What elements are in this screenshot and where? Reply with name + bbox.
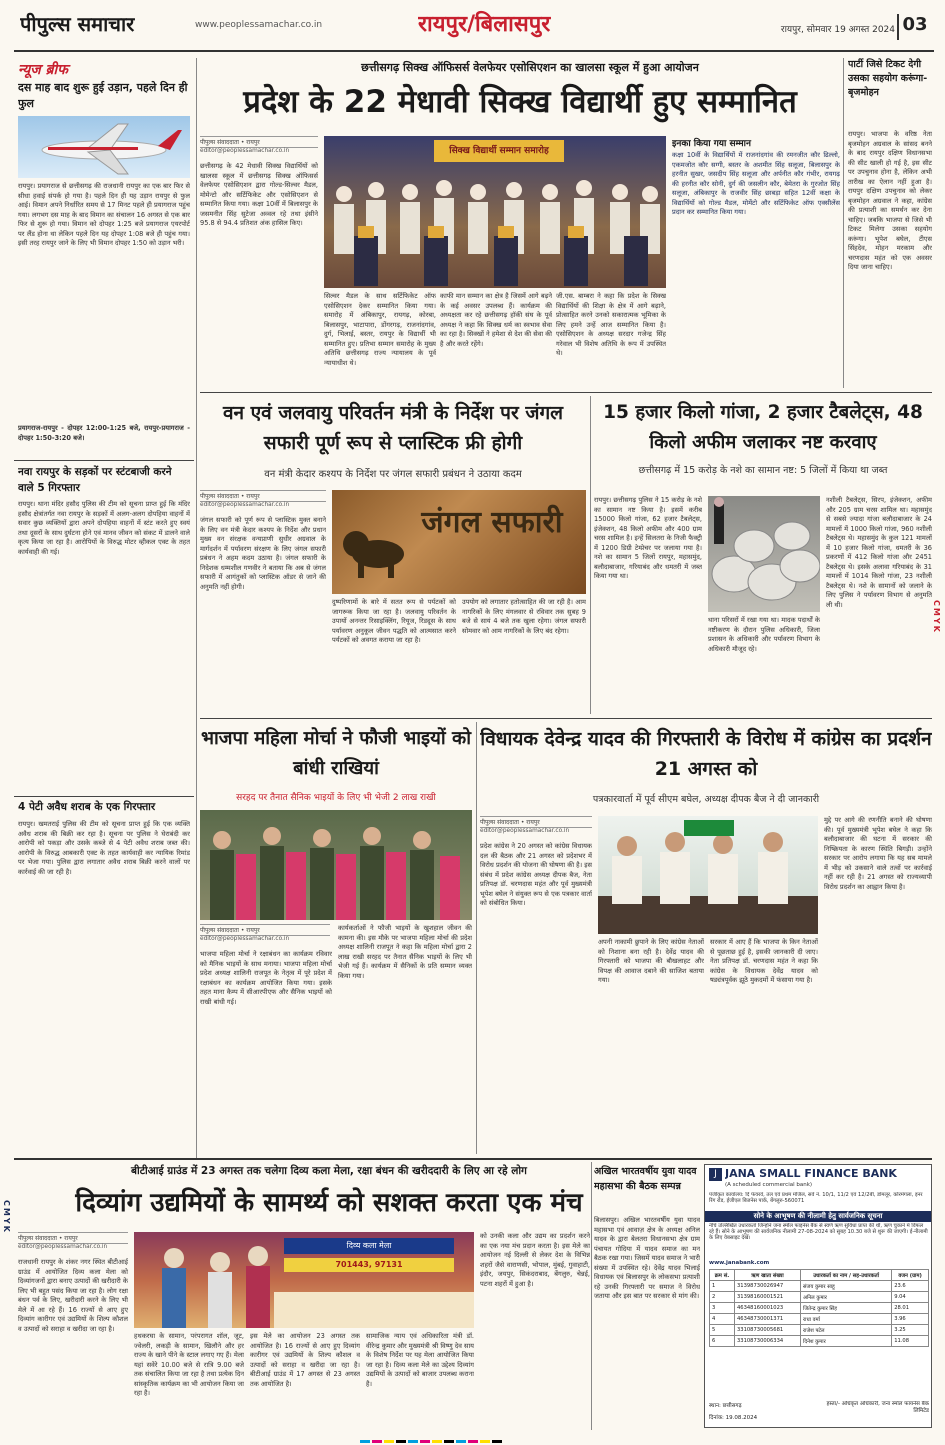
forest-story (200, 396, 586, 716)
row-account: 31398730026947 (734, 1281, 800, 1292)
lead-byline-box (200, 136, 318, 158)
row-sn: 3 (710, 1303, 735, 1314)
narcotics-body-col2: थाना परिसरों में रखा गया था। मादक पदार्थों के नष्टीकरण के दौरान पुलिस अधिकारी, जिला प्रशासन के अधिकारी और पर्यावरण विभाग के अधिकारी मौजूद रहे। (708, 616, 820, 653)
row-account: 33108730006334 (734, 1336, 800, 1347)
jungle-safari-sign (332, 490, 586, 594)
rule (14, 1158, 932, 1160)
divyang-photo-people (134, 1232, 474, 1328)
table-row (710, 1325, 929, 1336)
congress-deck: पत्रकारवार्ता में पूर्व सीएम बघेल, अध्यक्ष दीपक बैज ने दी जानकारी (592, 794, 820, 805)
lead-sidebar-title: इनका किया गया सम्मान (672, 139, 751, 149)
forest-email[interactable]: editor@peoplessamachar.co.in (200, 502, 290, 508)
divyang-story (14, 1162, 644, 1430)
rakhi-headline: भाजपा महिला मोर्चा ने फौजी भाइयों को बांधी राखियां (200, 728, 472, 779)
bjp-ticket-story (846, 58, 932, 388)
page-number: 03 (897, 14, 931, 40)
lead-sidebar-body: कक्षा 10वीं के विद्यार्थियों में राजनांदगांव की रमनजीत कौर ढिल्लो, एकमजोत कौर सग्गी, बस्तर के अशमीत सिंह सलूजा, बिलासपुर के हरनीत सुखर, जसदीप सिंह सलूजा और अर्पनीत कौर गंभीर, रायगढ़ की हरनीत कौर सोनी, दुर्ग की जसलीन कौर, बेमेतरा के गुरजोत सिंह सलूजा, अंबिकापुर के राजवीर सिंह छाबड़ा सहित 12वीं कक्षा के विद्यार्थियों को गोल्ड मैडल, मोमेंटो और सर्टिफिकेट ऑफ एक्सीलेंस प्रदान कर सम्मानित किया गया। (672, 151, 840, 216)
row-weight: 3.25 (892, 1325, 929, 1336)
congress-body-col2: अपनी नाकामी छुपाने के लिए कांग्रेस नेताओं को निशाना बना रही है। देवेंद्र यादव की गिरफ्तारी को भाजपा की बौखलाहट और विपक्ष की आवाज दबाने की साजिश बताया गया। (598, 938, 704, 984)
divyang-body-col1: राजधानी रायपुर के शंकर नगर स्थित बीटीआई ग्राउंड में आयोजित दिव्य कला मेला को दिव्यांगजनों द्वारा बनाए उत्पादों की खरीदारी के लिए भी बहुत पसंद किया जा रहा है। लोग रक्षा बंधन पर्व के लिए, खरीदारी करने के लिए भी मेले में आ रहे हैं। 16 राज्यों से आए हुए दिव्यांग कारीगर एवं उद्यमियों के शिल्प कौशल व उत्पादों को सराहा व खरीदा जा रहा है। (18, 1258, 128, 1333)
divyang-body-col4: सामाजिक न्याय एवं अधिकारिता मंत्री डॉ. वीरेन्द्र कुमार और मुख्यमंत्री श्री विष्णु देव साय के विशेष निर्देश पर यह मेला आयोजित किया जा रहा है। दिव्य कला मेले का उद्देश्य दिव्यांग उद्यमियों के उत्पादों को बाजार उपलब्ध कराना है। (366, 1332, 474, 1388)
row-name: संजय कुमार साहू (800, 1281, 891, 1292)
narcotics-body-col1: रायपुर। छत्तीसगढ़ पुलिस ने 15 करोड़ के नशे का सामान नष्ट किया है। इसमें करीब 15000 किलो गांजा, 62 हजार टैबलेट्स, इंजेक्शन, 48 किलो अफीम और 400 ग्राम चरस शामिल है। इन्हें सिलतरा के निजी फैक्ट्री में 1200 डिग्री टेम्प्रेचर पर जलाया गया है। नशे का सामान 5 जिलों रायपुर, महासमुंद, बलौदाबाजार, गरियाबंद और धमतरी में जब्त किया गया था। (594, 496, 702, 580)
bank-col-account: ऋण खाता संख्या (734, 1270, 800, 1281)
lead-sidebar (672, 136, 840, 386)
bank-website[interactable]: www.janabank.com (709, 1260, 770, 1266)
forest-body-col2: दुष्परिणामों के बारे में सतत रूप से पर्यटकों को जागरूक किया जा रहा है। जलवायु परिवर्तन के उपायों अनन्तर रिसाइक्लिंग, रियूज, रिड्यूस के साथ पर्यावरण अनुकूल जीवन पद्धति को आत्मसात करने पर्यटकों को अवगत कराया जा रहा है। (332, 598, 456, 644)
bjp-ticket-headline: पार्टी जिसे टिकट देगी उसका सहयोग करूंगा-बृजमोहन (848, 59, 928, 98)
narcotics-story (594, 396, 932, 716)
rule (200, 718, 932, 719)
rakhi-byline: पीपुल्स संवाददाता • रायपुर (200, 924, 330, 936)
row-weight: 28.01 (892, 1303, 929, 1314)
row-weight: 23.6 (892, 1281, 929, 1292)
bank-auction-table (709, 1269, 929, 1347)
brief-stunt (14, 464, 194, 794)
forest-byline-box (200, 490, 326, 514)
forest-deck: वन मंत्री केदार कश्यप के निर्देश पर जंगल सफारी प्रबंधन ने उठाया कदम (264, 469, 522, 480)
forest-body-col1: जंगल सफारी को पूर्ण रूप से प्लास्टिक मुक्त बनाने के लिए वन मंत्री केदार कश्यप के निर्देश और प्रधान मुख्य वन संरक्षक वन्यप्राणी सुधीर अग्रवाल के मार्गदर्शन में पर्यावरण संरक्षण के लिए जंगल सफारी प्रबंधन ने अहम कदम उठाया है। जंगल सफारी के निदेशक धम्मशील गणवीर ने बताया कि अब से जंगल सफारी में आगंतुकों को प्लास्टिक ऑडर से जाने की अनुमति नहीं होगी। (200, 516, 326, 591)
narcotics-body-col3: नशीली टैबलेट्स, सिरप, इंजेक्शन, अफीम और 205 ग्राम चरस शामिल था। महासमुंद से सबसे ज्यादा गांजा बलौदाबाजार के 24 मामलों में 1000 किलो गांजा, 960 नशीली टैबलेट्स थे। महासमुंद के कुल 121 मामलों में 10 हजार किलो गांजा, धमतरी के 36 प्रकरणों में 412 किलो गांजा और 2451 टैबलेट्स थे। इसके अलावा गरियाबंद के 31 मामलों में 1014 किलो गांजा, 23 नशीली टैबलेट्स थे। नशे के सामानों को जलाने के लिए पुलिस ने पर्यावरण विभाग से अनुमति ली थी। (826, 496, 932, 609)
bank-subtitle: (A scheduled commercial bank) (725, 1182, 813, 1188)
row-name: अनिल कुमार (800, 1292, 891, 1303)
lead-photo (324, 136, 666, 288)
bank-notice-body: नीचे उल्लिखित उधारकर्ता जिन्होंने जना स्मॉल फाइनेंस बैंक से स्वर्ण ऋण सुविधा प्राप्त की थी, ऋण चुकाने में विफल रहे हैं। सोने के आभूषण की सार्वजनिक नीलामी 27-08-2024 को सुबह 10.30 बजे से शुरू की जाएगी। ई-नीलामी के लिए वेबसाइट देखें। (709, 1223, 928, 1241)
row-name: राधा वर्मा (800, 1314, 891, 1325)
congress-story (480, 722, 932, 1154)
congress-body-col1: प्रदेश कांग्रेस ने 20 अगस्त को कांग्रेस विधायक दल की बैठक और 21 अगस्त को प्रदेशभर में विरोध प्रदर्शन की योजना की घोषणा की है। इस संबंध में प्रदेश कांग्रेस अध्यक्ष दीपक बैज, नेता प्रतिपक्ष डॉ. चरणदास महंत और पूर्व मुख्यमंत्री भूपेश बघेल ने संयुक्त रूप से एक पत्रकार वार्ता को संबोधित किया। (480, 842, 592, 907)
narcotics-deck: छत्तीसगढ़ में 15 करोड़ के नशे का सामान नष्ट: 5 जिलों में किया था जब्त (638, 465, 888, 476)
rule (200, 392, 932, 393)
lead-photo-people (324, 166, 666, 288)
news-brief (14, 58, 194, 458)
yadav-body: बिलासपुर। अखिल भारतवर्षीय युवा यादव महासभा एवं आवाज़ क्षेत्र के अध्यक्ष अनिल यादव के द्वारा बेलतरा विधानसभा क्षेत्र ग्राम पंचायत गोदिया में यादव समाज का मन बैठक रखा गया। जिसमें यादव समाज ने भारी संख्या में उपस्थित रहे। देवेंद्र यादव भिलाई विधायक एवं बिलासपुर के लोकसभा प्रत्याशी रहे उनकी गिरफ्तारी पर समाज ने विरोध जताया और इस बात पर सरकार से मांग की। (594, 1216, 700, 1300)
divyang-banner-number: 701443, 97131 (284, 1258, 454, 1272)
divyang-body-col2: हथकरघा के सामान, परंपरागत शॉल, जूट, ज्वेलरी, लकड़ी के सामान, खिलौने और हर राज्य के खाने पीने के स्टाल लगाए गए हैं। मेला यहां सवेरे 10.00 बजे से रात्रि 9.00 बजे तक संचालित किया जा रहा है तथा प्रत्येक दिन सांस्कृतिक कार्यक्रम का भी आयोजन किया जा रहा है। (134, 1332, 244, 1397)
congress-body-col3: सरकार में आए हैं कि भाजपा के किन नेताओं से पूछताछ हुई है, इसकी जानकारी दी जाए। नेता प्रतिपक्ष डॉ. चरणदास महंत ने कहा कि कांग्रेस के विधायक देवेंद्र यादव को षड्यंत्रपूर्वक झूठे मुकदमों में फंसाया गया है। (710, 938, 818, 984)
brief-stunt-body: रायपुर। थाना मंदिर हसौद पुलिस की टीम को सूचना प्राप्त हुई कि मंदिर हसौद क्षेत्रांतर्गत नवा रायपुर के सड़कों में अलग-अलग दोपहिया वाहनों में सवार कुछ व्यक्तियों द्वारा अपने दोपहिया वाहनों में स्टंट करते हुए स्वयं तथा दूसरों के साथ दुर्घटना होने एवं मानव जीवन को संकट में डालने वाले कृत्य किया जा रहा है। आरोपियों के विरुद्ध मोटर व्हीकल एक्ट के तहत कार्यवाही की गई। (18, 500, 190, 556)
forest-body-col3: उपयोग को लगातार हतोत्साहित की जा रही है। आम नागरिकों के लिए मंगलवार से रविवार तक सुबह 9 बजे से सायं 4 बजे तक खुला रहेगा। जंगल सफारी सोमवार को आम नागरिकों के लिए बंद रहेगा। (462, 598, 586, 635)
row-weight: 11.08 (892, 1336, 929, 1347)
lead-headline: प्रदेश के 22 मेधावी सिक्ख विद्यार्थी हुए सम्मानित (243, 84, 797, 120)
lion-icon (340, 524, 410, 580)
row-sn: 6 (710, 1336, 735, 1347)
yadav-story (594, 1162, 700, 1430)
bank-address: पंजीकृत कार्यालय: दि फेयरवे, तल एवं प्रथम मंजिल, सर्वे नं. 10/1, 11/2 एवं 12/2बी, डोमलूर, कोरमंगला, इनर रिंग रोड, ईजीएल बिजनेस पार्क, बेंगलुरु-560071 (709, 1192, 923, 1204)
lead-byline: पीपुल्स संवाददाता • रायपुर (200, 136, 318, 148)
lead-body-col1: छत्तीसगढ़ के 42 मेधावी सिक्ख विद्यार्थियों को खालसा स्कूल में छत्तीसगढ़ सिक्ख ऑफिसर्स वेलफेयर एसोसिएशन द्वारा गोल्ड-सिल्वर मैडल, मोमेन्टो और सर्टिफिकेट और एसोसिएशन से सम्मानित किया गया। कक्षा 10वीं में बिलासपुर के जसमनीत सिंह सुटेजा अव्वल रहे तथा इंसीने 95.8 से 94.4 प्रतिशत अंक हासिल किए। (200, 162, 318, 227)
lead-story (200, 56, 840, 386)
lead-body-col2: सिल्वर मैडल के साथ सर्टिफिकेट ऑफ एसोसिएशन देकर सम्मानित किया गया। समारोह में अंबिकापुर, रायगढ़, कोरबा, बिलासपुर, भाटापारा, डोंगरगढ़, राजनांदगांव, दुर्ग, भिलाई, बस्तर, रायपुर के विद्यार्थी भी सम्मानित हुए। प्रतिभा सम्मान समारोह के मुख्य अतिथि छत्तीसगढ़ राज्य न्यायालय के पूर्व न्यायाधीश थे। (324, 292, 436, 367)
lead-photo-banner: सिक्ख विद्यार्थी सम्मान समारोह (434, 140, 564, 162)
bank-name: JANA SMALL FINANCE BANK (725, 1167, 897, 1180)
rakhi-email[interactable]: editor@peoplessamachar.co.in (200, 936, 290, 942)
website[interactable]: www.peoplessamachar.co.in (195, 20, 323, 30)
lead-email[interactable]: editor@peoplessamachar.co.in (200, 148, 290, 154)
rakhi-story (200, 722, 472, 1154)
bank-ad (704, 1164, 932, 1428)
brief-liquor-body: रायपुर। खमतराई पुलिस की टीम को सूचना प्राप्त हुई कि एक व्यक्ति अवैध शराब की बिक्री कर रहा है। सूचना पर पुलिस ने घेराबंदी कर आरोपी को पकड़ा और उसके कब्जे से 4 पेटी अवैध शराब जब्त की। आरोपी के विरुद्ध आबकारी एक्ट के तहत कार्यवाही कर न्यायिक रिमांड पर भेजा गया। पुलिस द्वारा लगातार अवैध शराब बिक्री करने वालों पर कार्रवाई की जा रही है। (18, 820, 190, 876)
news-brief-body: रायपुर। प्रयागराज से छत्तीसगढ़ की राजधानी रायपुर का एक बार फिर से सीधा हवाई संपर्क हो गया है। पहले दिन ही यह उड़ान रायपुर से फुल आई। विमान अपने निर्धारित समय से 17 मिनट पहले ही प्रयागराज पहुंच गया। लगभग दस माह के बाद विमान का संचालन 16 अगस्त से एक बार फिर से शुरू हो गया। विमान को दोपहर 1:25 बजे प्रयागराज एयरपोर्ट पर लैंड होना था लेकिन पहले दिन यह दोपहर 1:08 बजे ही पहुंच गया। इसी तरह रायपुर जाने के लिए भी विमान दोपहर 1:50 को उड़ान भरी। (18, 182, 190, 247)
registration-bar (360, 1433, 600, 1443)
edition-label: रायपुर/बिलासपुर (418, 12, 551, 37)
table-row (710, 1314, 929, 1325)
rule (14, 796, 194, 797)
brief-liquor (14, 800, 194, 1155)
forest-headline: वन एवं जलवायु परिवर्तन मंत्री के निर्देश पर जंगल सफारी पूर्ण रूप से प्लास्टिक फ्री होगी (222, 402, 564, 454)
lead-body-col4: जी.एस. बाम्बरा ने कहा कि प्रदेश के सिक्ख विद्यार्थियों की शिक्षा के क्षेत्र में आगे बढ़ाने, प्रोत्साहित करने उनको सकारात्मक भूमिका के लिए हमने उन्हें आज सम्मानित किया है। एसोसिएशन के अध्यक्ष सरदार गजेन्द्र सिंह गरेवाल भी विशेष अतिथि के रूप में उपस्थित थे। (556, 292, 666, 357)
column-divider (196, 58, 197, 1158)
bank-date: दिनांक: 19.08.2024 (709, 1415, 758, 1421)
paper-name: पीपुल्स समाचार (20, 12, 135, 36)
bank-notice-title: सोने के आभूषण की नीलामी हेतु सार्वजनिक सूचना (705, 1211, 931, 1222)
row-account: 46348730001371 (734, 1314, 800, 1325)
bank-col-sn: क्रम सं. (710, 1270, 735, 1281)
congress-email[interactable]: editor@peoplessamachar.co.in (480, 828, 570, 834)
lead-kicker: छत्तीसगढ़ सिक्ख ऑफिसर्स वेलफेयर एसोसिएशन का खालसा स्कूल में हुआ आयोजन (361, 61, 699, 74)
rakhi-body-col1: भाजपा महिला मोर्चा ने रक्षाबंधन का कार्यक्रम रविवार को मैनिक भाइयों के साथ मनाया। भाजपा महिला मोर्चा प्रदेश अध्यक्ष शालिनी राजपूत के नेतृत्व में पूरे प्रदेश में रक्षाबंधन का कार्यक्रम आयोजित किया गया। इसके तहत माना कैम्प में सीआरपीएफ और सैनिक भाइयों को राखी बांधी गई। (200, 950, 332, 1006)
bjp-ticket-body: रायपुर। भाजपा के वरिष्ठ नेता बृजमोहन अग्रवाल के सांसद बनने के बाद रायपुर दक्षिण विधानसभा की सीट खाली हो गई है, इस सीट पर उपचुनाव होना है, लेकिन अभी तारीख का ऐलान नहीं हुआ है। रायपुर दक्षिण उपचुनाव को लेकर बृजमोहन अग्रवाल ने कहा, कांग्रेस की प्रत्याशी का समर्थन कर देना चाहिए। जबकि भाजपा से जिसे भी टिकट मिलेगा उसका सहयोग करूंगा। भूपेश बघेल, टीएस सिंहदेव, मोहन मरकाम और चरणदास महंत को एक अवसर दिया जाना चाहिए। (848, 130, 932, 271)
masthead (0, 0, 945, 52)
bank-col-weight: वजन (ग्राम) (892, 1270, 929, 1281)
column-divider (590, 396, 591, 714)
row-sn: 1 (710, 1281, 735, 1292)
news-brief-schedule: प्रयागराज-रायपुर - दोपहर 12:00-1:25 बजे, रायपुर-प्रयागराज - दोपहर 1:50-3:20 बजे। (18, 424, 190, 442)
congress-byline: पीपुल्स संवाददाता • रायपुर (480, 816, 592, 828)
congress-body-col4: मुद्दे पर आगे की रणनीति बनाने की घोषणा की। पूर्व मुख्यमंत्री भूपेश बघेल ने कहा कि बलौदाबाजार की घटना में सरकार की निष्क्रियता के कारण स्थिति बिगड़ी। उन्होंने सरकार पर आरोप लगाया कि यह सब मामले में भीड़ को उकसाने वाले तत्वों पर कार्रवाई नहीं कर रही है। 21 अगस्त को राज्यव्यापी विरोध प्रदर्शन का आह्वान किया है। (824, 816, 932, 891)
row-sn: 5 (710, 1325, 735, 1336)
divyang-headline: दिव्यांग उद्यमियों के सामर्थ्य को सशक्त करता एक मंच (75, 1188, 583, 1218)
news-brief-headline: दस माह बाद शुरू हुई उड़ान, पहले दिन ही फुल (18, 81, 188, 110)
rakhi-body-col2: कार्यकर्ताओं ने फौजी भाइयों के खुशहाल जीवन की कामना की। इस मौके पर भाजपा महिला मोर्चा की प्रदेश अध्यक्ष शालिनी राजपूत ने कहा कि महिला मोर्चा द्वारा 2 लाख राखी सरहद पर तैनात सैनिक भाइयों के लिए भी भेजी गई हैं। कार्यक्रम में सैनिकों के प्रति सम्मान व्यक्त किया गया। (338, 924, 472, 980)
row-account: 46348160001023 (734, 1303, 800, 1314)
table-row (710, 1292, 929, 1303)
narcotics-photo (708, 496, 820, 612)
row-sn: 4 (710, 1314, 735, 1325)
row-name: जितेन्द्र कुमार सिंह (800, 1303, 891, 1314)
rakhi-deck: सरहद पर तैनात सैनिक भाइयों के लिए भी भेजी 2 लाख राखी (236, 793, 436, 803)
column-divider (843, 58, 844, 388)
bank-logo-icon: J (709, 1168, 722, 1181)
row-name: राजेश पटेल (800, 1325, 891, 1336)
airplane-image (18, 116, 190, 178)
column-divider (476, 722, 477, 1154)
rakhi-photo (200, 810, 472, 920)
divyang-banner-text: दिव्य कला मेला (284, 1238, 454, 1254)
cmyk-mark-right: CMYK (932, 600, 941, 634)
congress-photo (598, 816, 818, 934)
rule (14, 460, 194, 461)
row-weight: 3.96 (892, 1314, 929, 1325)
column-divider (591, 1162, 592, 1430)
narcotics-headline: 15 हजार किलो गांजा, 2 हजार टैबलेट्स, 48 किलो अफीम जलाकर नष्ट करवाए (603, 402, 923, 453)
divyang-byline-box (18, 1232, 128, 1256)
yadav-headline: अखिल भारतवर्षीय युवा यादव महासभा की बैठक सम्पन्न (594, 1166, 697, 1192)
row-weight: 9.04 (892, 1292, 929, 1303)
divyang-body-col3: इस मेले का आयोजन 23 अगस्त तक आयोजित है। 16 राज्यों से आए हुए दिव्यांग कारीगर एवं उद्यमियों के शिल्प कौशल व उत्पादों को सराहा व खरीदा जा रहा है। बीटीआई ग्राउंड में 17 अगस्त से 23 अगस्त तक आयोजित है। (250, 1332, 360, 1388)
row-sn: 2 (710, 1292, 735, 1303)
divyang-body-col5: को उनकी कला और उद्यम का प्रदर्शन करने का एक नया मंच प्रदान करता है। इस मेले का आयोजन नई दिल्ली से लेकर देश के विभिन्न शहरों जैसे वाराणसी, भोपाल, मुंबई, गुवाहाटी, इंदौर, जयपुर, सिकंदराबाद, बेंगलुरु, चेन्नई, पटना शहरों में हुआ है। (480, 1232, 590, 1288)
congress-headline: विधायक देवेन्द्र यादव की गिरफ्तारी के विरोध में कांग्रेस का प्रदर्शन 21 अगस्त को (480, 728, 932, 780)
brief-liquor-headline: 4 पेटी अवैध शराब के एक गिरफ्तार (18, 801, 156, 813)
bank-place: स्थान: छत्तीसगढ़ (709, 1403, 742, 1409)
news-brief-label: न्यूज ब्रीफ (18, 62, 68, 78)
jungle-safari-text: जंगल सफारी (421, 505, 563, 540)
divyang-byline: पीपुल्स संवाददाता • रायपुर (18, 1232, 128, 1244)
bank-col-name: उधारकर्ता का नाम / सह-उधारकर्ता (800, 1270, 891, 1281)
congress-byline-box (480, 816, 592, 840)
brief-stunt-headline: नवा रायपुर के सड़कों पर स्टंटबाजी करने वाले 5 गिरफ्तार (18, 466, 172, 494)
rakhi-byline-box (200, 924, 330, 948)
row-account: 33108730005681 (734, 1325, 800, 1336)
divyang-photo (134, 1232, 474, 1328)
divyang-email[interactable]: editor@peoplessamachar.co.in (18, 1244, 108, 1250)
cmyk-mark-left: CMYK (2, 1200, 11, 1234)
bank-table-wrap (709, 1269, 929, 1397)
divyang-kicker: बीटीआई ग्राउंड में 23 अगस्त तक चलेगा दिव्य कला मेला, रक्षा बंधन की खरीददारी के लिए आ रहे लोग (131, 1165, 527, 1177)
masthead-rule (14, 50, 934, 52)
row-name: दिनेश कुमार (800, 1336, 891, 1347)
table-row (710, 1303, 929, 1314)
bank-table-header-row (710, 1270, 929, 1281)
table-row (710, 1281, 929, 1292)
bank-signature: हस्ता/- अधिकृत अधिकारी, जना स्मॉल फायनेंस बैंक लिमिटेड (826, 1401, 929, 1414)
row-account: 31398160001521 (734, 1292, 800, 1303)
issue-date: रायपुर, सोमवार 19 अगस्त 2024 (780, 25, 895, 35)
lead-body-col3: काफी मान सम्मान का क्षेत्र है जिसमें आगे बढ़ने के कई अवसर उपलब्ध हैं। कार्यक्रम की अध्यक्षता कर रहे छत्तीसगढ़ हॉकी संघ के पूर्व अध्यक्ष ने कहा कि सिक्ख धर्म का स्वभाव सेवा का रहा है। सिक्खों ने हमेशा से देश की सेवा की है और करते रहेंगे। (440, 292, 552, 348)
forest-byline: पीपुल्स संवाददाता • रायपुर (200, 490, 326, 502)
table-row (710, 1336, 929, 1347)
